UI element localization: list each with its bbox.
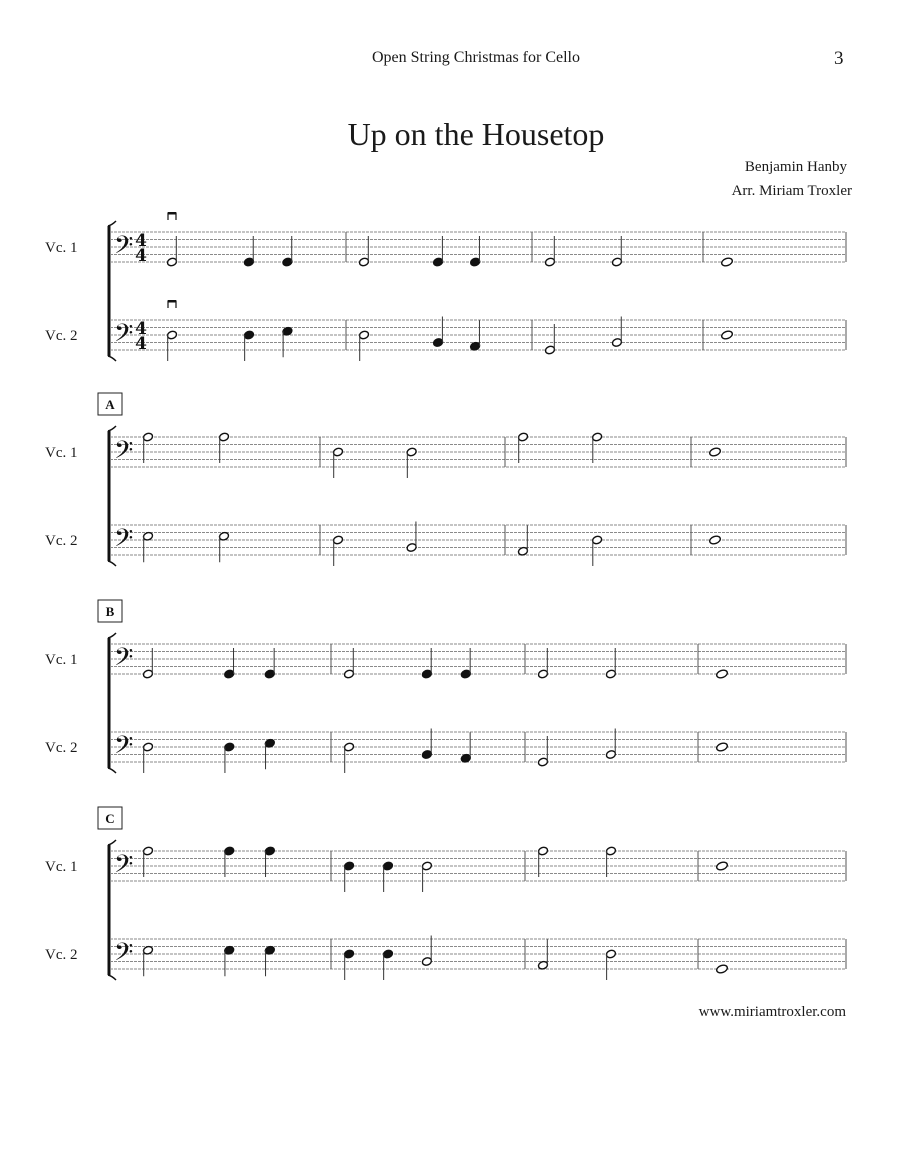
down-bow-bar bbox=[168, 212, 176, 215]
instrument-label: Vc. 1 bbox=[45, 652, 78, 668]
bass-clef-icon: 𝄢 bbox=[114, 938, 134, 973]
whole-note bbox=[716, 964, 729, 974]
whole-note bbox=[716, 742, 729, 752]
instrument-label: Vc. 2 bbox=[45, 533, 78, 549]
piece-title: Up on the Housetop bbox=[347, 116, 605, 152]
down-bow-bar bbox=[168, 300, 176, 303]
bracket-hook bbox=[108, 221, 116, 226]
instrument-label: Vc. 1 bbox=[45, 445, 78, 461]
instrument-label: Vc. 2 bbox=[45, 740, 78, 756]
instrument-label: Vc. 1 bbox=[45, 859, 78, 875]
time-signature-top: 4 bbox=[135, 319, 147, 339]
instrument-label: Vc. 1 bbox=[45, 240, 78, 256]
page-number: 3 bbox=[834, 48, 844, 69]
bass-clef-icon: 𝄢 bbox=[114, 850, 134, 885]
bracket-hook bbox=[108, 561, 116, 566]
whole-note bbox=[716, 861, 729, 871]
bass-clef-icon: 𝄢 bbox=[114, 524, 134, 559]
instrument-label: Vc. 2 bbox=[45, 328, 78, 344]
rehearsal-mark: A bbox=[105, 397, 115, 412]
bass-clef-icon: 𝄢 bbox=[114, 731, 134, 766]
time-signature-bottom: 4 bbox=[135, 334, 147, 354]
bass-clef-icon: 𝄢 bbox=[114, 231, 134, 266]
whole-note bbox=[721, 330, 734, 340]
composer-credit: Benjamin Hanby bbox=[744, 159, 847, 175]
book-title: Open String Christmas for Cello bbox=[372, 49, 580, 66]
bracket-hook bbox=[108, 768, 116, 773]
bracket-hook bbox=[108, 633, 116, 638]
bracket-hook bbox=[108, 426, 116, 431]
arranger-credit: Arr. Miriam Troxler bbox=[731, 183, 852, 199]
rehearsal-mark: C bbox=[105, 811, 115, 826]
website-url: www.miriamtroxler.com bbox=[698, 1004, 846, 1020]
instrument-label: Vc. 2 bbox=[45, 947, 78, 963]
bracket-hook bbox=[108, 975, 116, 980]
whole-note bbox=[709, 447, 722, 457]
time-signature-bottom: 4 bbox=[135, 246, 147, 266]
rehearsal-mark: B bbox=[105, 604, 115, 619]
bracket-hook bbox=[108, 840, 116, 845]
bass-clef-icon: 𝄢 bbox=[114, 436, 134, 471]
time-signature-top: 4 bbox=[135, 231, 147, 251]
whole-note bbox=[721, 257, 734, 267]
bracket-hook bbox=[108, 356, 116, 361]
whole-note bbox=[716, 669, 729, 679]
whole-note bbox=[709, 535, 722, 545]
bass-clef-icon: 𝄢 bbox=[114, 643, 134, 678]
bass-clef-icon: 𝄢 bbox=[114, 319, 134, 354]
